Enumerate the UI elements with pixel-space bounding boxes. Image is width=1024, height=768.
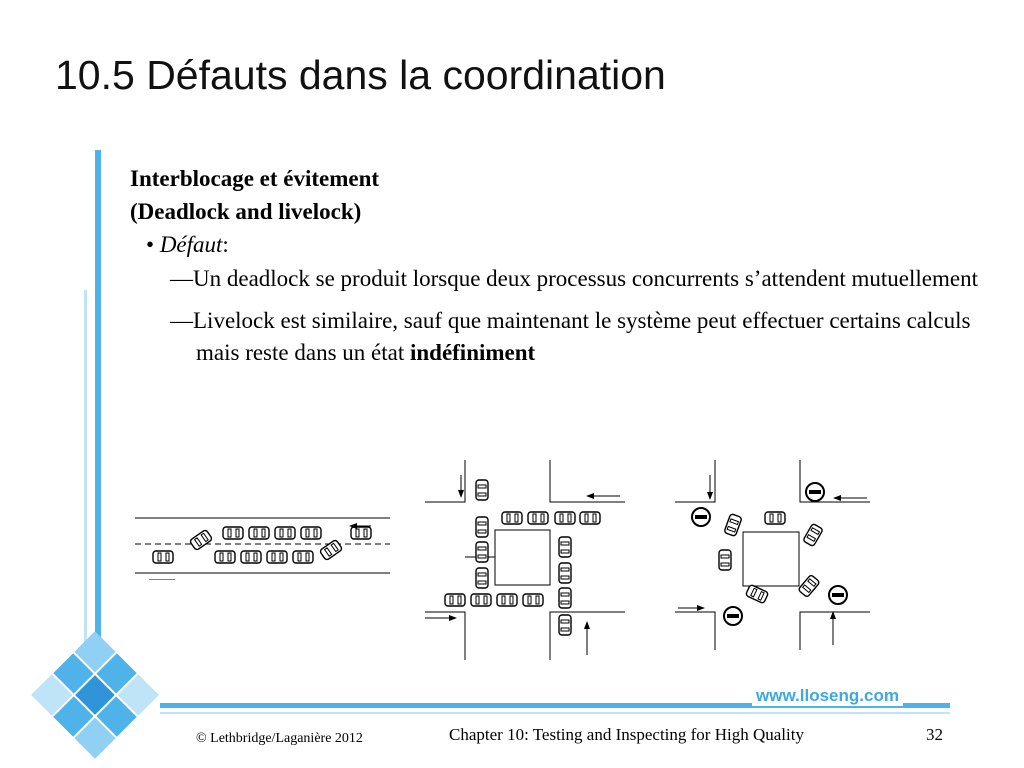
intersection-livelock-diagram	[675, 460, 875, 660]
slide-title: 10.5 Défauts dans la coordination	[55, 52, 666, 98]
bottom-accent-bar-light	[160, 712, 950, 714]
bullet-label: Défaut	[159, 232, 223, 257]
slide-body	[130, 162, 990, 369]
road-deadlock-diagram	[135, 510, 390, 580]
website-url: www.lloseng.com	[752, 686, 903, 706]
dash-item-livelock	[130, 305, 990, 369]
dash-item-livelock-bold: indéfiniment	[409, 340, 536, 365]
dash-item-livelock-text: —Livelock est similaire, sauf que maintenant le système peut effectuer certains calculs mais reste dans un état	[170, 308, 971, 365]
bullet-defaut	[130, 228, 990, 261]
dash-item-deadlock: —Un deadlock se produit lorsque deux processus concurrents s’attendent mutuellement	[170, 266, 978, 291]
bullet-colon: :	[222, 232, 229, 257]
copyright-notice: © Lethbridge/Laganière 2012	[196, 731, 363, 746]
page-number: 32	[926, 725, 943, 744]
vertical-accent-bar	[95, 150, 101, 690]
decorative-tile-logo	[28, 628, 163, 763]
intersection-deadlock-diagram	[425, 460, 625, 660]
bullet-marker: •	[146, 232, 155, 257]
chapter-title: Chapter 10: Testing and Inspecting for High Quality	[449, 725, 804, 744]
heading-interblocage: Interblocage et évitement	[130, 166, 380, 191]
heading-deadlock-livelock: (Deadlock and livelock)	[130, 199, 362, 224]
vertical-accent-bar-light	[84, 290, 87, 670]
